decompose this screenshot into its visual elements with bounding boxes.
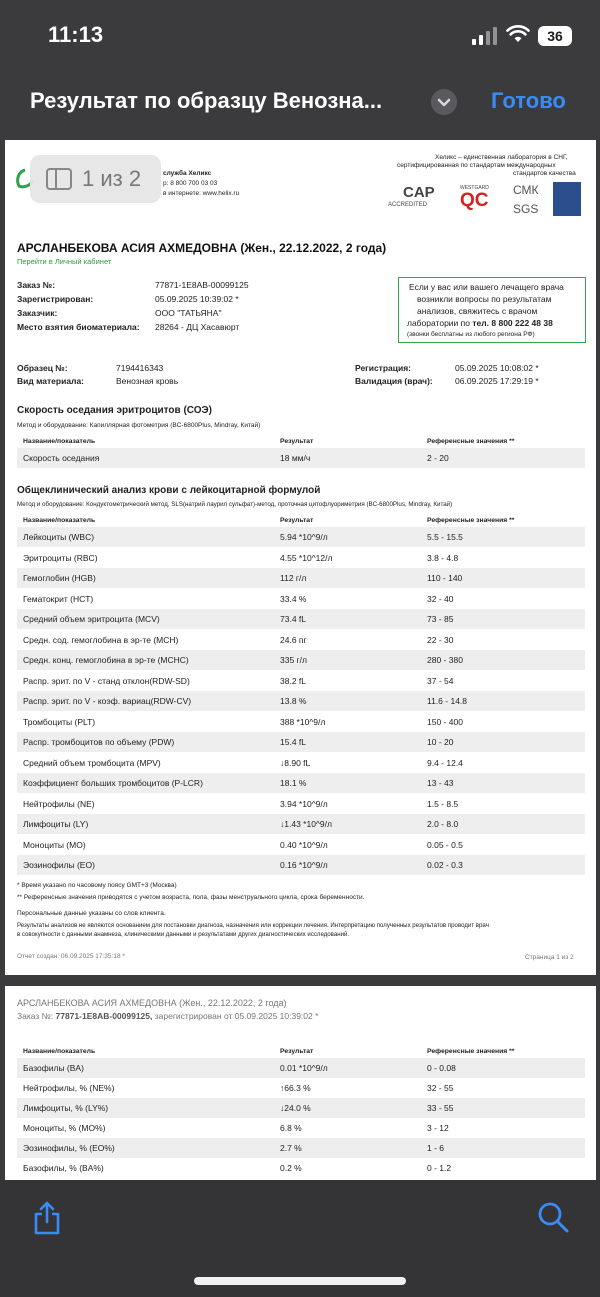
row-name: Эозинофилы, % (EO%) xyxy=(23,1143,115,1153)
row-name: Гематокрит (HCT) xyxy=(23,594,94,604)
page-number: Страница 1 из 2 xyxy=(525,954,574,961)
row-ref: 3.8 - 4.8 xyxy=(427,553,459,563)
row-result: 73.4 fL xyxy=(280,614,306,624)
row-name: Моноциты, % (MO%) xyxy=(23,1123,106,1133)
westgard-label: WESTGARD xyxy=(460,185,489,191)
row-result: 0.01 *10^9/л xyxy=(280,1063,328,1073)
row-result: 0.2 % xyxy=(280,1163,302,1173)
table-row xyxy=(17,753,585,773)
registered-label: Зарегистрирован: xyxy=(17,294,94,304)
page2-order xyxy=(17,1011,318,1021)
row-ref: 73 - 85 xyxy=(427,614,454,624)
chevron-down-icon[interactable] xyxy=(431,89,457,115)
row-result: 4.55 *10^12/л xyxy=(280,553,333,563)
row-result: ↓24.0 % xyxy=(280,1103,311,1113)
page2-col-ref: Референсные значения ** xyxy=(427,1048,515,1055)
row-ref: 32 - 55 xyxy=(427,1083,454,1093)
customer-label: Заказчик: xyxy=(17,308,58,318)
row-name: Лимфоциты, % (LY%) xyxy=(23,1103,109,1113)
sample-value: 7194416343 xyxy=(116,363,164,373)
validation-label: Валидация (врач): xyxy=(355,376,433,386)
registered-value: 05.09.2025 10:39:02 * xyxy=(155,294,239,304)
page-indicator[interactable] xyxy=(30,155,161,203)
row-name: Средний объем эритроцита (MCV) xyxy=(23,614,160,624)
footnote-personal: Персональные данные указаны со слов клиента. xyxy=(17,910,166,917)
lab-name: служба Хеликс xyxy=(163,170,212,177)
row-result: 5.94 *10^9/л xyxy=(280,532,328,542)
lab-tagline-1: Хеликс – единственная лаборатория в СНГ, xyxy=(435,154,568,161)
wifi-icon xyxy=(506,24,530,44)
table-row xyxy=(17,630,585,650)
row-ref: 280 - 380 xyxy=(427,655,463,665)
lab-phone: р: 8 800 700 03 03 xyxy=(163,180,218,187)
table-row xyxy=(17,1078,585,1098)
row-ref: 9.4 - 12.4 xyxy=(427,758,463,768)
row-result: 15.4 fL xyxy=(280,737,306,747)
cabinet-link[interactable]: Перейти в Личный кабинет xyxy=(17,257,112,266)
page2-order-number: 77871-1E8AB-00099125, xyxy=(55,1011,153,1021)
row-ref: 22 - 30 xyxy=(427,635,454,645)
row-ref: 33 - 55 xyxy=(427,1103,454,1113)
row-result: 38.2 fL xyxy=(280,676,306,686)
doctor-contact-box xyxy=(398,277,586,343)
esr-method: Метод и оборудование: Капиллярная фотометрия (BC-6800Plus, Mindray, Китай) xyxy=(17,422,261,429)
status-bar xyxy=(0,0,600,70)
row-result: 112 г/л xyxy=(280,573,307,583)
row-name: Нейтрофилы, % (NE%) xyxy=(23,1083,115,1093)
cbc-method: Метод и оборудование: Кондуктометрический метод, SLS(натрий лаурил сульфат)-метод, проточная цитофлуориметрия (BC-6800Plus, Mindray, Китай) xyxy=(17,501,453,508)
cbc-col-ref: Референсные значения ** xyxy=(427,517,515,524)
table-row xyxy=(17,855,585,875)
qc-badge: QC xyxy=(460,190,489,211)
row-result: 33.4 % xyxy=(280,594,307,604)
table-row xyxy=(17,609,585,629)
page-indicator-label: 1 из 2 xyxy=(82,166,142,191)
row-ref: 37 - 54 xyxy=(427,676,454,686)
table-row xyxy=(17,548,585,568)
row-name: Лейкоциты (WBC) xyxy=(23,532,95,542)
cbc-title: Общеклинический анализ крови с лейкоцитарной формулой xyxy=(17,485,321,496)
cert-badge-icon xyxy=(553,182,581,216)
patient-name: АРСЛАНБЕКОВА АСИЯ АХМЕДОВНА (Жен., 22.12.2022, 2 года) xyxy=(17,241,387,255)
row-ref: 32 - 40 xyxy=(427,594,454,604)
table-row xyxy=(17,1138,585,1158)
row-result: 0.40 *10^9/л xyxy=(280,840,328,850)
row-result: ↑66.3 % xyxy=(280,1083,311,1093)
table-row xyxy=(17,773,585,793)
page2-col-result: Результат xyxy=(280,1048,314,1055)
esr-col-ref: Референсные значения ** xyxy=(427,438,515,445)
search-icon[interactable] xyxy=(536,1200,570,1234)
row-result: 18 мм/ч xyxy=(280,453,311,463)
row-name: Скорость оседания xyxy=(23,453,100,463)
contact-phone-line xyxy=(407,318,553,328)
sample-label: Образец №: xyxy=(17,363,68,373)
row-ref: 2.0 - 8.0 xyxy=(427,819,459,829)
row-name: Распр. эрит. по V - коэф. вариац(RDW-CV) xyxy=(23,696,192,706)
table-row xyxy=(17,448,585,468)
row-name: Средний объем тромбоцита (MPV) xyxy=(23,758,161,768)
table-row xyxy=(17,732,585,752)
place-label: Место взятия биоматериала: xyxy=(17,322,140,332)
page2-order-suffix: зарегистрирован от 05.09.2025 10:39:02 * xyxy=(152,1011,319,1021)
sgs-badge: SGS xyxy=(513,202,539,216)
sidebar-icon xyxy=(46,168,72,190)
row-name: Распр. эрит. по V - станд отклон(RDW-SD) xyxy=(23,676,190,686)
esr-col-name: Название/показатель xyxy=(23,438,96,445)
contact-line-3: анализов, свяжитесь с врачом xyxy=(417,306,538,316)
disclaimer-line-2: в совокупности с данными анамнеза, клиническими данными и результатами других диагностических исследований. xyxy=(17,931,350,938)
row-name: Гемоглобин (HGB) xyxy=(23,573,96,583)
place-value: 28264 - ДЦ Хасавюрт xyxy=(155,322,240,332)
row-ref: 13 - 43 xyxy=(427,778,454,788)
material-value: Венозная кровь xyxy=(116,376,179,386)
contact-line-2: возникли вопросы по результатам xyxy=(417,294,552,304)
table-row xyxy=(17,1158,585,1178)
row-name: Эритроциты (RBC) xyxy=(23,553,98,563)
contact-note: (звонки бесплатны из любого региона РФ) xyxy=(407,331,535,338)
table-row xyxy=(17,814,585,834)
row-name: Средн. конц. гемоглобина в эр-те (MCHC) xyxy=(23,655,189,665)
row-result: ↓8.90 fL xyxy=(280,758,311,768)
table-row xyxy=(17,712,585,732)
page2-order-prefix: Заказ №: xyxy=(17,1011,56,1021)
row-result: 13.8 % xyxy=(280,696,307,706)
row-result: 0.16 *10^9/л xyxy=(280,860,328,870)
table-row xyxy=(17,691,585,711)
material-label: Вид материала: xyxy=(17,376,85,386)
row-name: Моноциты (MO) xyxy=(23,840,86,850)
page2-patient: АРСЛАНБЕКОВА АСИЯ АХМЕДОВНА (Жен., 22.12.2022, 2 года) xyxy=(17,998,287,1008)
cbc-col-name: Название/показатель xyxy=(23,517,96,524)
clock: 11:13 xyxy=(48,22,104,47)
cmk-badge: СМК xyxy=(513,183,539,197)
row-ref: 0 - 1.2 xyxy=(427,1163,452,1173)
row-name: Коэффициент больших тромбоцитов (P-LCR) xyxy=(23,778,203,788)
row-result: 3.94 *10^9/л xyxy=(280,799,328,809)
row-name: Базофилы (BA) xyxy=(23,1063,84,1073)
share-icon[interactable] xyxy=(32,1200,62,1236)
registration-label: Регистрация: xyxy=(355,363,412,373)
row-name: Базофилы, % (BA%) xyxy=(23,1163,104,1173)
row-name: Нейтрофилы (NE) xyxy=(23,799,95,809)
order-value: 77871-1E8AB-00099125 xyxy=(155,280,249,290)
row-result: 388 *10^9/л xyxy=(280,717,326,727)
page2-col-name: Название/показатель xyxy=(23,1048,96,1055)
row-ref: 1.5 - 8.5 xyxy=(427,799,459,809)
cellular-signal-icon xyxy=(472,27,498,45)
table-row xyxy=(17,650,585,670)
row-name: Тромбоциты (PLT) xyxy=(23,717,96,727)
table-row xyxy=(17,527,585,547)
row-ref: 1 - 6 xyxy=(427,1143,445,1153)
document-page-1 xyxy=(5,140,596,975)
home-indicator[interactable] xyxy=(194,1277,406,1285)
row-ref: 0.02 - 0.3 xyxy=(427,860,463,870)
esr-col-result: Результат xyxy=(280,438,314,445)
row-name: Эозинофилы (EO) xyxy=(23,860,95,870)
cbc-col-result: Результат xyxy=(280,517,314,524)
registration-value: 05.09.2025 10:08:02 * xyxy=(455,363,539,373)
footnote-tz: * Время указано по часовому поясу GMT+3 (Москва) xyxy=(17,882,177,889)
lab-site[interactable]: в интернете: www.helix.ru xyxy=(163,190,240,197)
document-header xyxy=(0,76,600,132)
contact-phone[interactable]: тел. 8 800 222 48 38 xyxy=(472,318,553,328)
table-row xyxy=(17,794,585,814)
row-ref: 5.5 - 15.5 xyxy=(427,532,463,542)
footnote-ref: ** Референсные значения приводятся с учетом возраста, пола, фазы менструального цикла, срока беременности. xyxy=(17,894,365,901)
lab-tagline-2: сертифицированная по стандартам международных xyxy=(397,162,556,169)
table-row xyxy=(17,589,585,609)
row-ref: 3 - 12 xyxy=(427,1123,449,1133)
row-ref: 150 - 400 xyxy=(427,717,463,727)
row-result: 18.1 % xyxy=(280,778,307,788)
esr-title: Скорость оседания эритроцитов (СОЭ) xyxy=(17,405,212,416)
disclaimer-line-1: Результаты анализов не являются основанием для постановки диагноза, назначения или коррекции лечения. Интерпретацию полученных результатов проводит врач xyxy=(17,922,489,929)
validation-value: 06.09.2025 17:29:19 * xyxy=(455,376,539,386)
cap-badge-sub: ACCREDITED xyxy=(388,202,428,208)
row-ref: 110 - 140 xyxy=(427,573,463,583)
table-row xyxy=(17,1098,585,1118)
row-result: 335 г/л xyxy=(280,655,307,665)
customer-value: ООО "ТАТЬЯНА" xyxy=(155,308,222,318)
contact-phone-prefix: лаборатории по xyxy=(407,318,473,328)
row-name: Лимфоциты (LY) xyxy=(23,819,89,829)
row-result: ↓1.43 *10^9/л xyxy=(280,819,332,829)
report-created: Отчет создан: 06.09.2025 17:35:18 * xyxy=(17,953,125,960)
document-page-2 xyxy=(5,986,596,1182)
table-row xyxy=(17,671,585,691)
done-button[interactable]: Готово xyxy=(491,88,566,113)
row-ref: 11.6 - 14.8 xyxy=(427,696,468,706)
battery-indicator: 36 xyxy=(538,26,572,46)
table-row xyxy=(17,1058,585,1078)
contact-line-1: Если у вас или вашего лечащего врача xyxy=(409,282,564,292)
row-ref: 0.05 - 0.5 xyxy=(427,840,463,850)
row-ref: 2 - 20 xyxy=(427,453,449,463)
cap-badge: CAP xyxy=(403,184,435,201)
table-row xyxy=(17,1118,585,1138)
row-result: 24.6 пг xyxy=(280,635,307,645)
row-result: 6.8 % xyxy=(280,1123,302,1133)
row-ref: 0 - 0.08 xyxy=(427,1063,456,1073)
row-name: Распр. тромбоцитов по объему (PDW) xyxy=(23,737,175,747)
row-name: Средн. сод. гемоглобина в эр-те (MCH) xyxy=(23,635,179,645)
order-label: Заказ №: xyxy=(17,280,56,290)
lab-tagline-3: стандартов качества xyxy=(513,170,576,177)
row-ref: 10 - 20 xyxy=(427,737,454,747)
row-result: 2.7 % xyxy=(280,1143,302,1153)
document-title: Результат по образцу Венозна... xyxy=(30,88,383,113)
table-row xyxy=(17,568,585,588)
table-row xyxy=(17,835,585,855)
